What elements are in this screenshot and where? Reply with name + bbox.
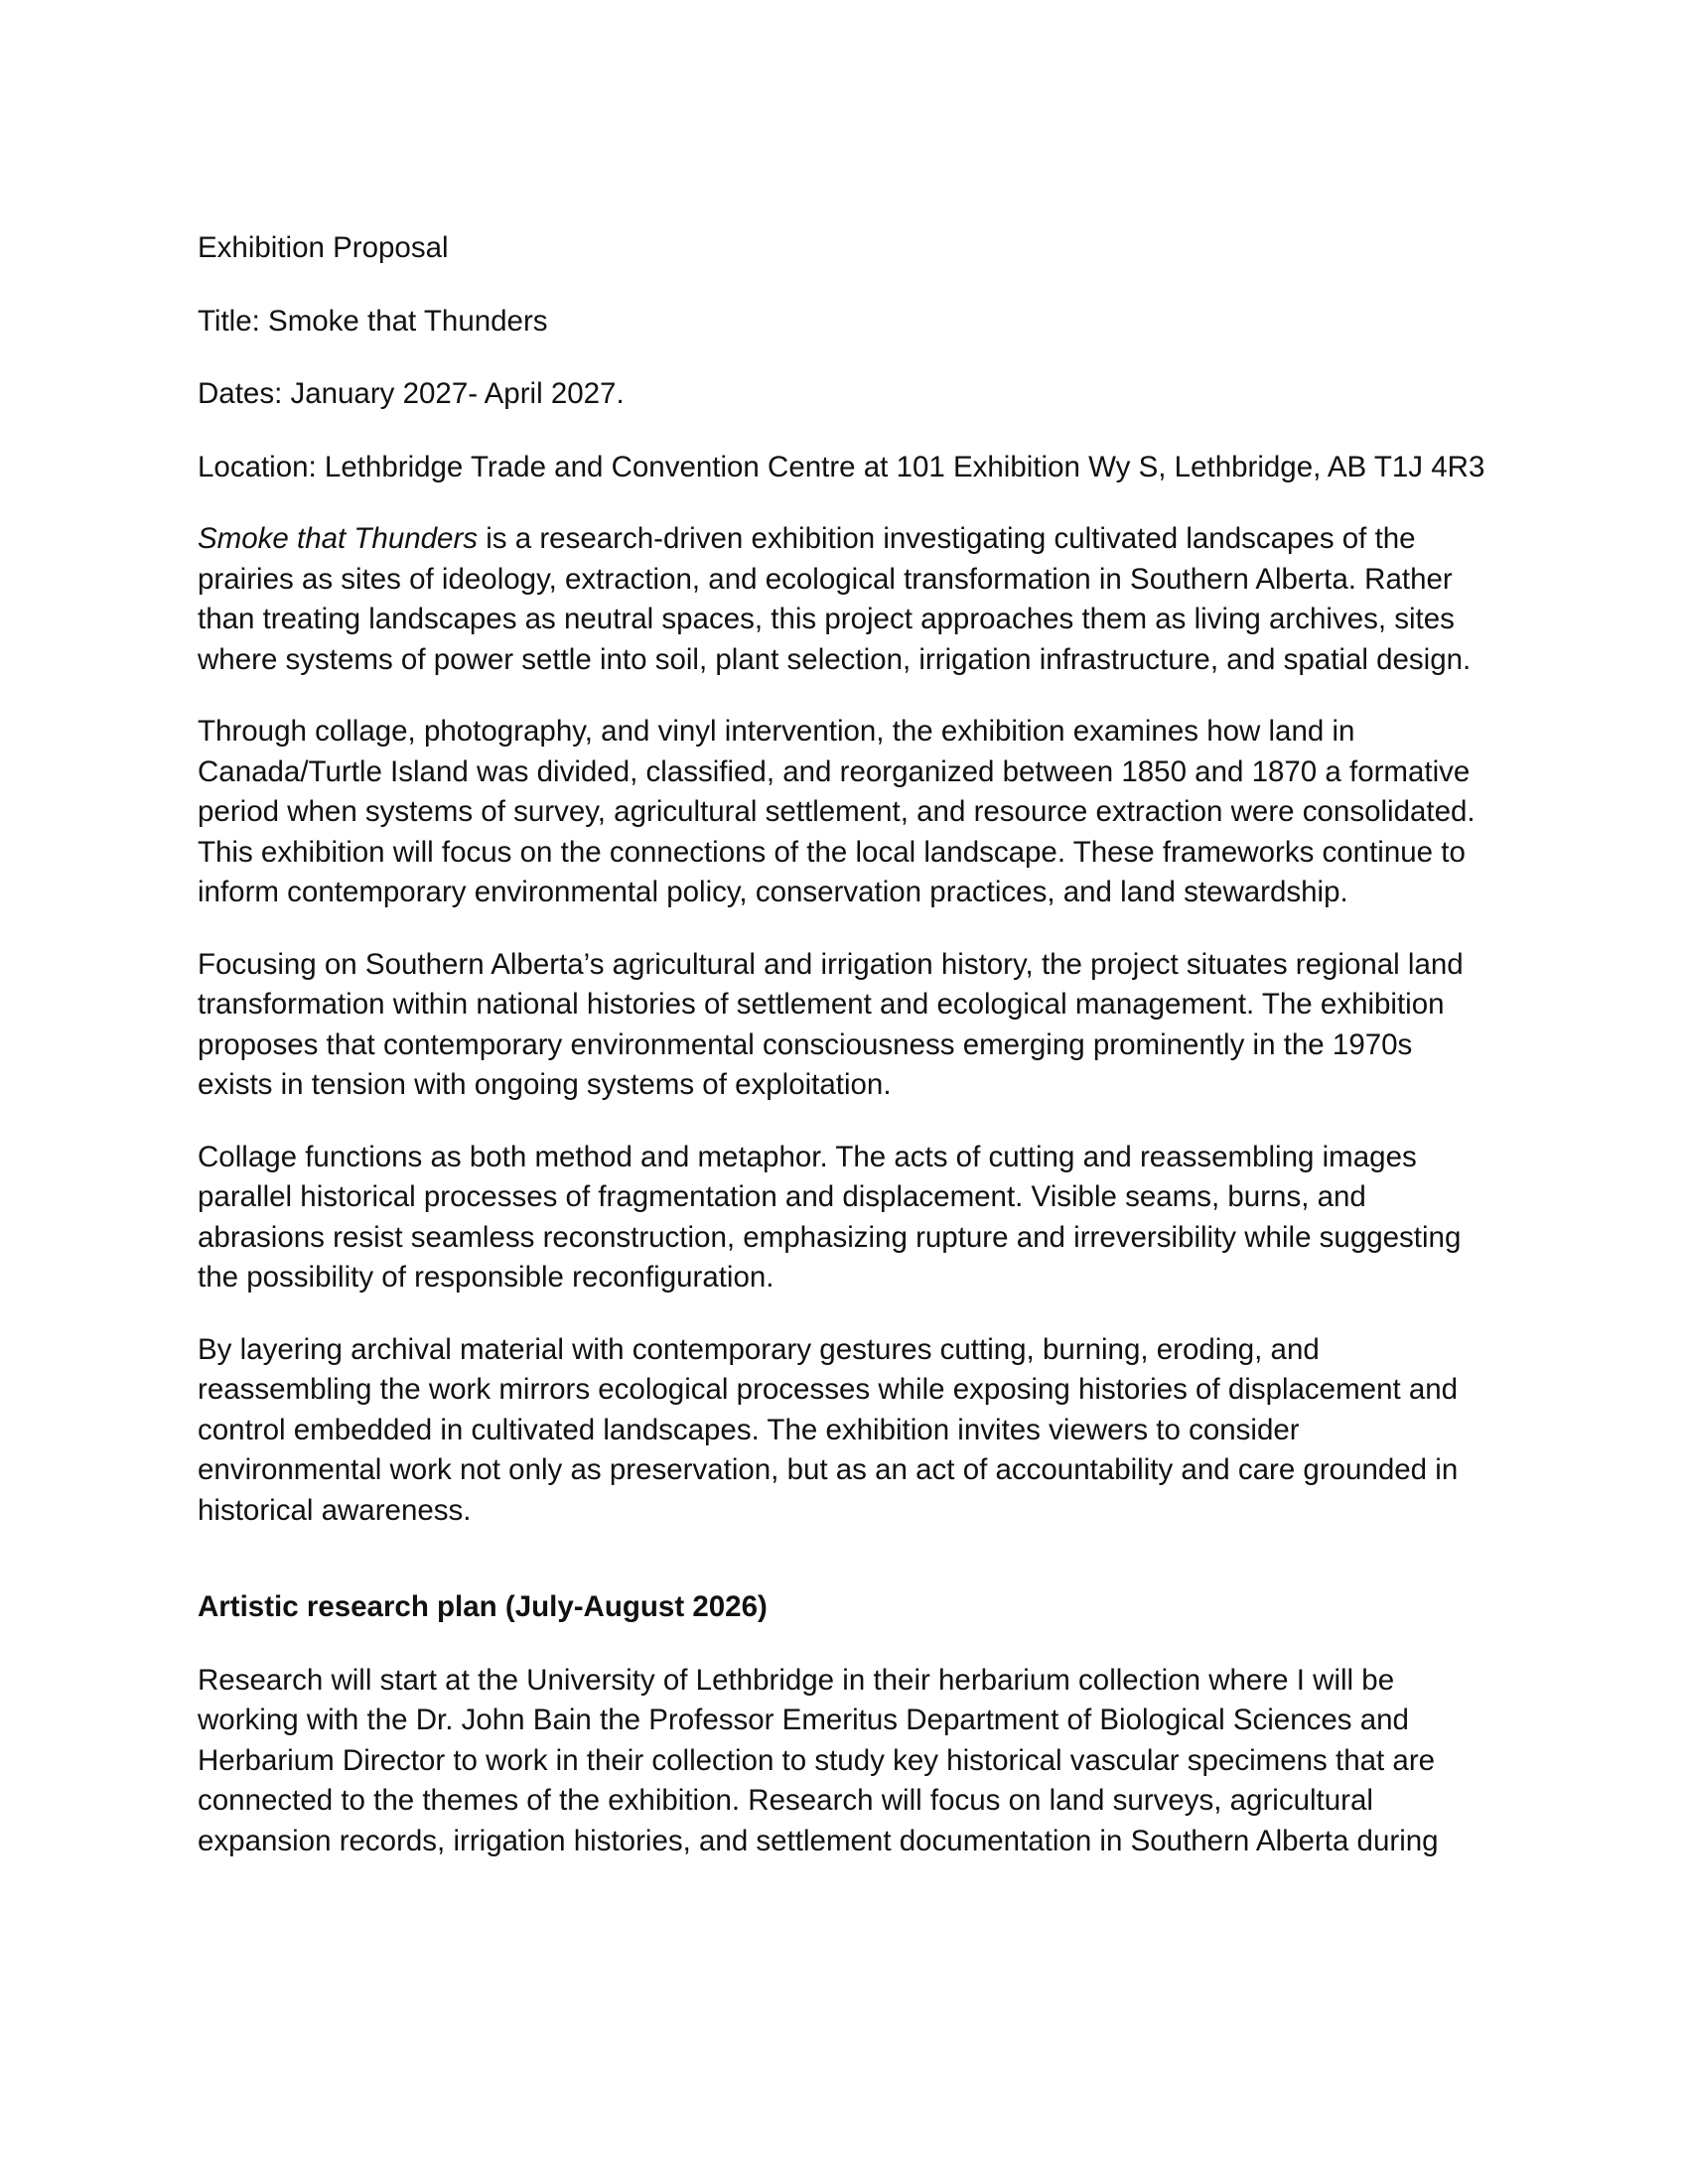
research-paragraph: Research will start at the University of Lethbridge in their herbarium collection where I will be working with the Dr. John Bain the Professor Emeritus Department of Biological Sciences and Herbarium Director to work in their collection to study key historical vascular specimens that are connected to the themes of the exhibition. Research will focus on land surveys, agricultural expansion records, irrigation histories, and settlement documentation in Southern Alberta during bbox=[198, 1663, 1439, 1857]
body-paragraph-layering: By layering archival material with contemporary gestures cutting, burning, eroding, and reassembling the work mirrors ecological processes while exposing histories of displacement and control embedded in cultivated landscapes. The exhibition invites viewers to consider environmental work not only as preservation, but as an act of accountability and care grounded in historical awareness. bbox=[198, 1332, 1459, 1527]
document-page bbox=[198, 228, 1488, 1893]
location-line: Location: Lethbridge Trade and Convention Centre at 101 Exhibition Wy S, Lethbridge, AB T1J 4R3 bbox=[198, 450, 1485, 483]
body-paragraph-collage-photography: Through collage, photography, and vinyl intervention, the exhibition examines how land in Canada/Turtle Island was divided, classified, and reorganized between 1850 and 1870 a formative period when systems of survey, agricultural settlement, and resource extraction were consolidated. This exhibition will focus on the connections of the local landscape. These frameworks continue to inform contemporary environmental policy, conservation practices, and land stewardship. bbox=[198, 715, 1476, 908]
title-line: Title: Smoke that Thunders bbox=[198, 304, 548, 338]
body-paragraph-collage-method: Collage functions as both method and metaphor. The acts of cutting and reassembling images parallel historical processes of fragmentation and displacement. Visible seams, burns, and abrasions resist seamless reconstruction, emphasizing rupture and irreversibility while suggesting the possibility of responsible reconfiguration. bbox=[198, 1140, 1462, 1294]
intro-italic-title: Smoke that Thunders bbox=[198, 522, 479, 555]
intro-paragraph bbox=[198, 519, 1488, 680]
section-heading-research-plan: Artistic research plan (July-August 2026) bbox=[198, 1590, 768, 1623]
document-heading: Exhibition Proposal bbox=[198, 231, 449, 264]
intro-paragraph-text: is a research-driven exhibition investigating cultivated landscapes of the prairies as sites of ideology, extraction, and ecological transformation in Southern Alberta. Rather than treating landscapes as neutral spaces, this project approaches them as living archives, sites where systems of power settle into soil, plant selection, irrigation infrastructure, and spatial design. bbox=[198, 522, 1472, 676]
dates-line: Dates: January 2027- April 2027. bbox=[198, 377, 625, 410]
body-paragraph-southern-alberta: Focusing on Southern Alberta’s agricultural and irrigation history, the project situates regional land transformation within national histories of settlement and ecological management. The exhibition proposes that contemporary environmental consciousness emerging prominently in the 1970s exists in tension with ongoing systems of exploitation. bbox=[198, 947, 1464, 1101]
